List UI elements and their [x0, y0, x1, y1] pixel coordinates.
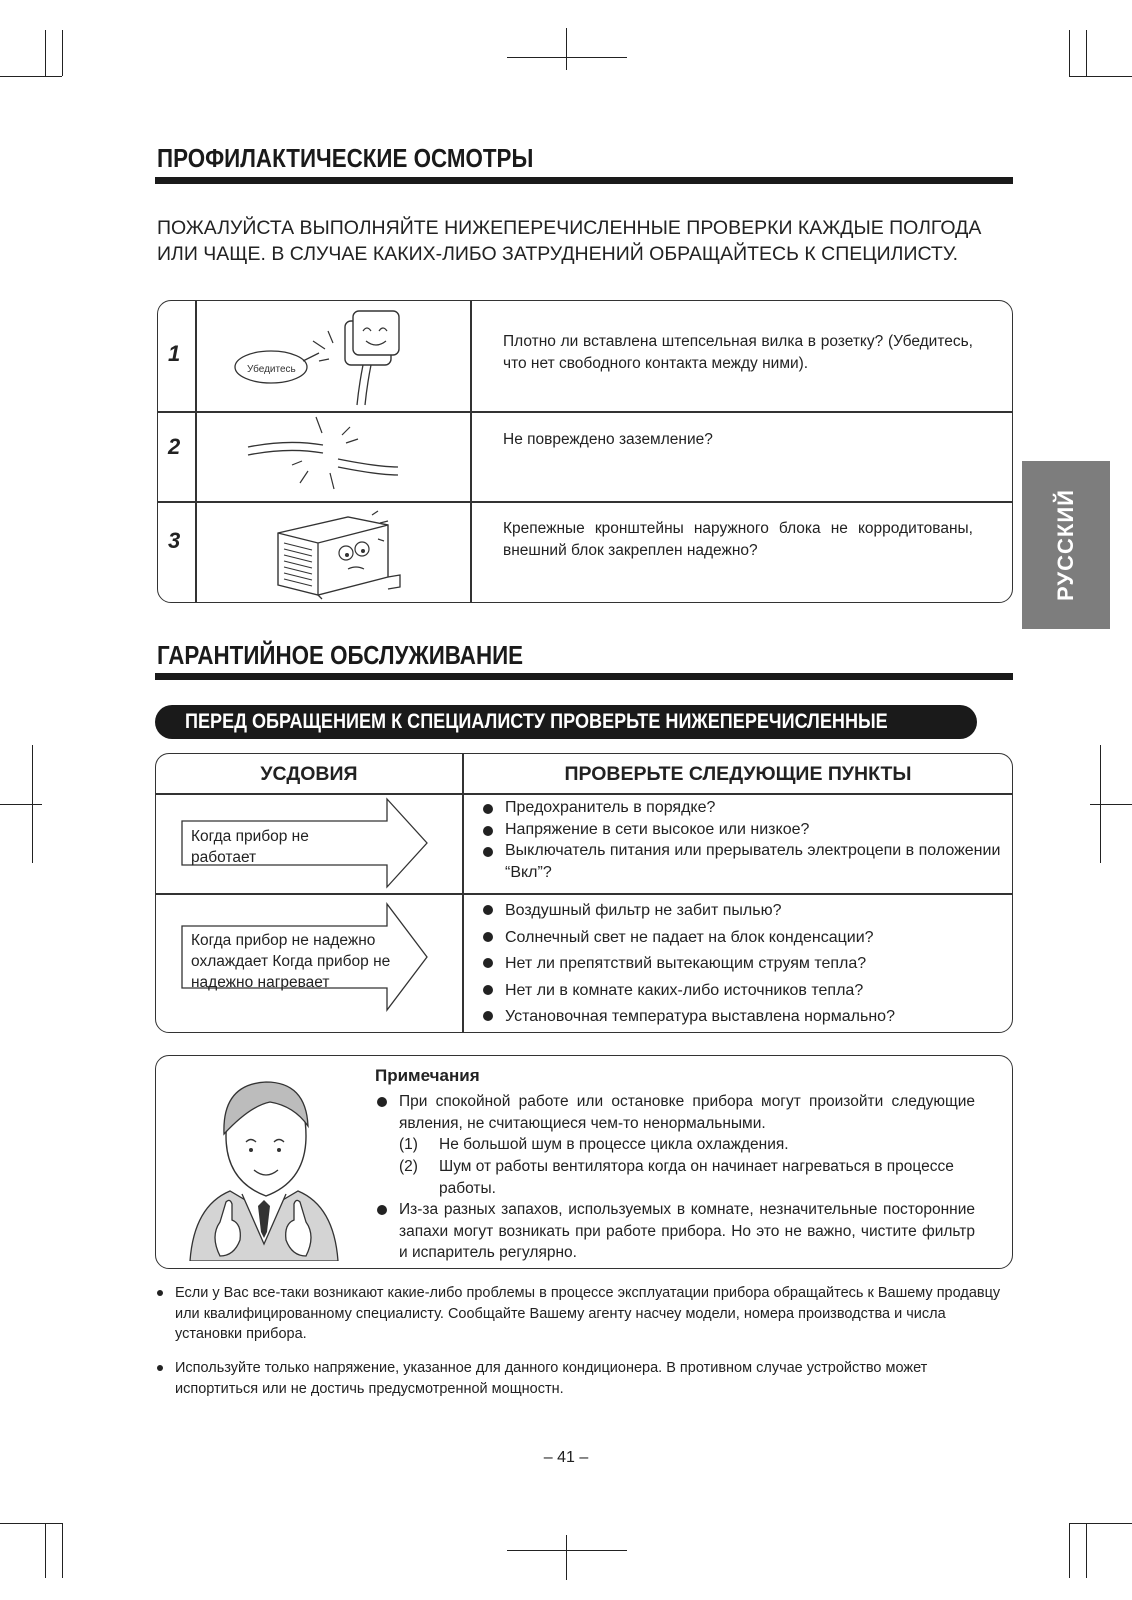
condition-text: Когда прибор не работает	[191, 828, 309, 866]
column-header-checks: ПРОВЕРЬТЕ СЛЕДУЮЩИЕ ПУНКТЫ	[564, 763, 912, 785]
check-list	[481, 898, 895, 1031]
note-item: При спокойной работе или остановке прибора могут произойти следующие явления, не считающиеся чем-то ненормальными.	[375, 1091, 975, 1134]
condition-text: Когда прибор не надежно охлаждает Когда прибор не надежно нагревает	[191, 932, 391, 991]
row-number: 2	[168, 434, 181, 459]
bubble-text: Убедитесь	[247, 364, 296, 375]
row-text: Не повреждено заземление?	[503, 431, 713, 448]
inspection-table	[157, 300, 1013, 603]
outdoor-unit-icon	[268, 503, 428, 601]
subitem-text: Шум от работы вентилятора когда он начинает нагреваться в процессе работы.	[439, 1158, 954, 1197]
check-item: Воздушный фильтр не забит пылью?	[481, 898, 895, 925]
check-item: Солнечный свет не падает на блок конденсации?	[481, 925, 895, 952]
row-number: 3	[168, 528, 181, 553]
note-item: Из-за разных запахов, используемых в комнате, незначительные посторонние запахи могут возникать при работе прибора. Но это не важно, чистите фильтр и испаритель регулярно.	[375, 1199, 975, 1264]
row-text: Крепежные кронштейны наружного блока не корродитованы, внешний блок закреплен надежно?	[503, 520, 973, 559]
inspection-intro: ПОЖАЛУЙСТА ВЫПОЛНЯЙТЕ НИЖЕПЕРЕЧИСЛЕННЫЕ ПРОВЕРКИ КАЖДЫЕ ПОЛГОДА ИЛИ ЧАЩЕ. В СЛУЧАЕ КАКИХ-ЛИБО ЗАТРУДНЕНИЙ ОБРАЩАЙТЕСЬ К СПЕЦИЛИСТУ.	[157, 217, 982, 265]
check-item: Нет ли препятствий вытекающим струям тепла?	[481, 951, 895, 978]
troubleshooting-table	[155, 753, 1013, 1033]
subitem-number: (2)	[399, 1158, 418, 1175]
notes-box	[155, 1055, 1013, 1269]
plug-icon	[233, 301, 433, 411]
check-item: Нет ли в комнате каких-либо источников тепла?	[481, 978, 895, 1005]
row-number: 1	[168, 341, 181, 366]
language-tab	[1022, 461, 1110, 629]
subitem-number: (1)	[399, 1136, 418, 1153]
footnote: Используйте только напряжение, указанное для данного кондиционера. В противном случае устройство может испортиться или не достичь предусмотренной мощностн.	[155, 1358, 1005, 1399]
man-illustration	[184, 1066, 344, 1261]
damaged-wire-icon	[238, 413, 438, 499]
row-text: Плотно ли вставлена штепсельная вилка в розетку? (Убедитесь, что нет свободного контакта между ними).	[503, 333, 973, 372]
banner-text: ПЕРЕД ОБРАЩЕНИЕМ К СПЕЦИАЛИСТУ ПРОВЕРЬТЕ НИЖЕПЕРЕЧИСЛЕННЫЕ	[185, 710, 888, 733]
check-item: Установочная температура выставлена нормально?	[481, 1004, 895, 1031]
check-item: Выключатель питания или прерыватель электроцепи в положении “Вкл”?	[481, 840, 1012, 883]
check-item: Предохранитель в порядке?	[481, 797, 1012, 819]
column-header-conditions: УСДОВИЯ	[260, 763, 358, 785]
notes-title: Примечания	[375, 1066, 480, 1085]
section-title-warranty: ГАРАНТИЙНОЕ ОБСЛУЖИВАНИЕ	[157, 640, 524, 670]
check-list	[481, 797, 1012, 883]
page-number: – 41 –	[543, 1449, 589, 1466]
check-item: Напряжение в сети высокое или низкое?	[481, 819, 1012, 841]
title-rule	[155, 673, 1013, 680]
subitem-text: Не большой шум в процессе цикла охлаждения.	[439, 1136, 789, 1153]
section-title-inspections: ПРОФИЛАКТИЧЕСКИЕ ОСМОТРЫ	[157, 143, 534, 173]
title-rule	[155, 177, 1013, 184]
pre-service-banner	[155, 705, 977, 739]
footnote: Если у Вас все-таки возникают какие-либо проблемы в процессе эксплуатации прибора обращайтесь к Вашему продавцу или квалифицированному специалисту. Сообщайте Вашему агенту насчеу модели, номера производства и числа установки прибора.	[155, 1283, 1005, 1345]
language-tab-label: РУССКИЙ	[1053, 489, 1078, 601]
